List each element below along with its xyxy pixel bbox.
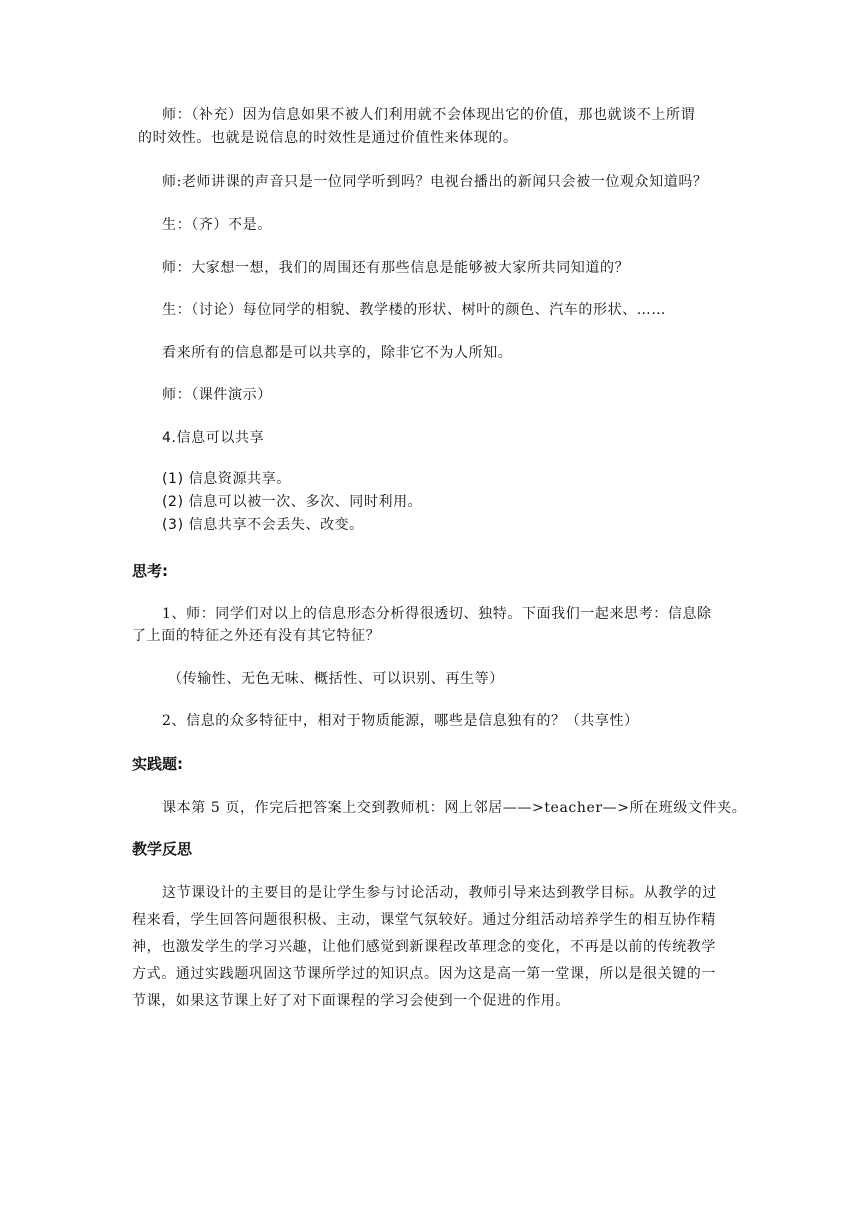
paragraph-line: 程来看，学生回答问题很积极、主动，课堂气氛较好。通过分组活动培养学生的相互协作精 [132, 912, 716, 928]
paragraph-line: 师：（补充）因为信息如果不被人们利用就不会体现出它的价值，那也就谈不上所谓 [162, 107, 696, 123]
dialog-line: 师：大家想一想，我们的周围还有那些信息是能够被大家所共同知道的？ [162, 260, 630, 276]
paragraph-line: 神，也激发学生的学习兴趣，让他们感觉到新课程改革理念的变化，不再是以前的传统教学 [132, 939, 716, 955]
paragraph-line: 2、信息的众多特征中，相对于物质能源，哪些是信息独有的？（共享性） [162, 713, 639, 729]
dialog-line: 生：（讨论）每位同学的相貌、教学楼的形状、树叶的颜色、汽车的形状、…… [162, 302, 666, 318]
list-item: (2) 信息可以被一次、多次、同时利用。 [162, 494, 423, 510]
paragraph-line: 节课，如果这节课上好了对下面课程的学习会使到一个促进的作用。 [132, 993, 570, 1009]
paragraph-line: 这节课设计的主要目的是让学生参与讨论活动，教师引导来达到教学目标。从教学的过 [162, 885, 717, 901]
paragraph-line: 1、师：同学们对以上的信息形态分析得很透切、独特。下面我们一起来思考：信息除 [162, 606, 712, 622]
dialog-line: 生：（齐）不是。 [162, 217, 272, 233]
section-heading: 实践题: [132, 755, 183, 773]
section-heading: 思考: [132, 562, 168, 580]
section-heading: 教学反思 [132, 840, 193, 858]
dialog-line: 看来所有的信息都是可以共享的，除非它不为人所知。 [162, 345, 513, 361]
paragraph-line: 方式。通过实践题巩固这节课所学过的知识点。因为这是高一第一堂课，所以是很关键的一 [132, 966, 716, 982]
list-item: (1) 信息资源共享。 [162, 471, 291, 487]
dialog-line: 师：（课件演示） [162, 387, 272, 403]
list-item: (3) 信息共享不会丢失、改变。 [162, 517, 364, 533]
paragraph-line: 课本第 5 页，作完后把答案上交到教师机：网上邻居——>teacher—>所在班级文件夹。 [162, 800, 747, 816]
dialog-line: 师:老师讲课的声音只是一位同学听到吗？电视台播出的新闻只会被一位观众知道吗？ [162, 174, 708, 190]
answer-line: （传输性、无色无味、概括性、可以识别、再生等） [168, 671, 504, 687]
section-title: 4.信息可以共享 [162, 430, 265, 446]
paragraph-line: 的时效性。也就是说信息的时效性是通过价值性来体现的。 [138, 130, 518, 146]
paragraph-line: 了上面的特征之外还有没有其它特征？ [132, 628, 381, 644]
